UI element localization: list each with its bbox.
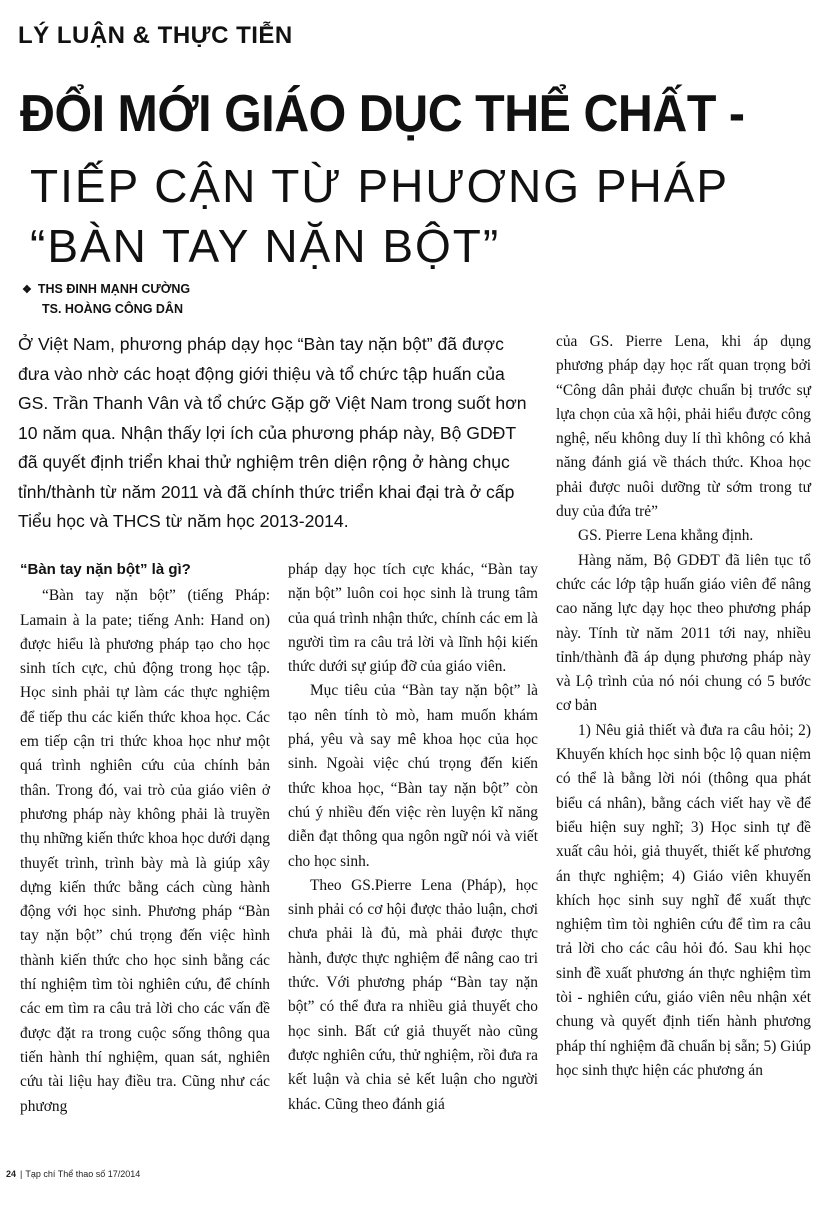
article-title-line-3: “BÀN TAY NẶN BỘT”: [30, 220, 501, 272]
lead-paragraph: Ở Việt Nam, phương pháp dạy học “Bàn tay nặn bột” đã được đưa vào nhờ các hoạt động giới thiệu và tổ chức tập huấn của GS. Trần Thanh Vân và tổ chức Gặp gỡ Việt Nam trong suốt hơn 10 năm qua. Nhận thấy lợi ích của phương pháp này, Bộ GDĐT đã quyết định triển khai thử nghiệm trên diện rộng ở hàng chục tỉnh/thành từ năm 2011 và đã chính thức triển khai đại trà ở cấp Tiểu học và THCS từ năm học 2013-2014.: [18, 334, 527, 531]
article-title-line-2: TIẾP CẬN TỪ PHƯƠNG PHÁP: [30, 160, 730, 212]
page-number: 24: [6, 1169, 17, 1179]
diamond-bullet-icon: ❖: [22, 284, 32, 296]
article-title-line-1: ĐỔI MỚI GIÁO DỤC THỂ CHẤT -: [20, 85, 745, 143]
publication-name: Tạp chí Thể thao số 17/2014: [25, 1169, 141, 1179]
body-column-2: [288, 558, 538, 1117]
column-1-paragraph-1: “Bàn tay nặn bột” (tiếng Pháp: Lamain à la pate; tiếng Anh: Hand on) được hiểu là phương pháp tạo cho học sinh tích cực, chủ động trong học tập. Học sinh phải tự làm các thực nghiệm để tiếp thu các kiến thức khoa học. Các em tiếp cận tri thức khoa học như một quá trình nghiên cứu của chính bản thân. Trong đó, vai trò của giáo viên ở phương pháp này không phải là truyền thụ những kiến thức khoa học dưới dạng thuyết trình, trình bày mà là giúp xây dựng kiến thức bằng cách cùng hành động với học sinh. Phương pháp “Bàn tay nặn bột” chú trọng đến việc hình thành kiến thức cho học sinh bằng các thí nghiệm tìm tòi nghiên cứu, để chính các em tìm ra câu trả lời cho các vấn đề được đặt ra trong cuộc sống thông qua tiến hành thí nghiệm, quan sát, nghiên cứu tài liệu hay điều tra. Cũng như các phương: [20, 587, 270, 1115]
authors-block: [22, 280, 190, 319]
quote-attribution: GS. Pierre Lena khẳng định.: [578, 527, 754, 545]
footer-separator: |: [20, 1169, 23, 1179]
column-2-paragraph-3: Theo GS.Pierre Lena (Pháp), học sinh phải có cơ hội được thảo luận, chơi chưa phải là đủ, mà phải được thực hành, được thực nghiệm để nâng cao tri thức. Với phương pháp “Bàn tay nặn bột” có thể đưa ra nhiều giả thuyết cho học sinh. Bất cứ giả thuyết nào cũng được nghiên cứu, thử nghiệm, rồi đưa ra kết luận và chia sẻ kết luận cho người khác. Cũng theo đánh giá: [288, 876, 538, 1113]
author-1-name: THS ĐINH MẠNH CƯỜNG: [37, 282, 191, 296]
author-2: TS. HOÀNG CÔNG DÂN: [42, 302, 183, 316]
column-2-paragraph-1: pháp dạy học tích cực khác, “Bàn tay nặn bột” luôn coi học sinh là trung tâm của quá trình nhận thức, chính các em là người tìm ra câu trả lời và lĩnh hội kiến thức dưới sự giúp đỡ của giáo viên.: [288, 561, 538, 676]
column-2-paragraph-2: Mục tiêu của “Bàn tay nặn bột” là tạo nên tính tò mò, ham muốn khám phá, yêu và say mê khoa học của học sinh. Ngoài việc chú trọng đến kiến thức khoa học, “Bàn tay nặn bột” còn chú ý nhiều đến việc rèn luyện kĩ năng diễn đạt thông qua ngôn ngữ nói và viết cho học sinh.: [288, 682, 538, 870]
body-column-3: [556, 330, 811, 1083]
column-3-paragraph-1: của GS. Pierre Lena, khi áp dụng phương pháp dạy học rất quan trọng bởi “Công dân phải được chuẩn bị trước sự lựa chọn của xã hội, phải hiểu được công nghệ, nếu không duy lí thì không có khả năng đánh giá về thách thức. Khoa học phải được nuôi dưỡng từ sớm trong tư duy của đứa trẻ”: [556, 333, 811, 521]
author-1: [22, 280, 190, 300]
section-heading: “Bàn tay nặn bột” là gì?: [20, 561, 191, 578]
page-footer: [6, 1169, 140, 1179]
column-3-paragraph-3: 1) Nêu giả thiết và đưa ra câu hỏi; 2) Khuyến khích học sinh bộc lộ quan niệm có thể là bằng lời nói (thông qua phát biểu cá nhân), bằng cách viết hay về để biểu hiện suy nghĩ; 3) Học sinh tự đề xuất câu hỏi, giả thuyết, thiết kế phương án thực nghiệm; 4) Giáo viên khuyến khích học sinh suy nghĩ để xuất thực nghiệm tìm tòi nghiên cứu để tìm ra câu trả lời cho các câu hỏi đó. Sau khi học sinh đề xuất phương án thực nghiệm tìm tòi - nghiên cứu, giáo viên nêu nhận xét chung và quyết định tiến hành phương pháp thí nghiệm đã chuẩn bị sẵn; 5) Giúp học sinh thực hiện các phương án: [556, 721, 811, 1079]
column-3-paragraph-2: Hàng năm, Bộ GDĐT đã liên tục tổ chức các lớp tập huấn giáo viên để nâng cao năng lực dạy học theo phương pháp này. Tính từ năm 2011 tới nay, nhiều tỉnh/thành đã áp dụng phương pháp này và Lộ trình của nó nói chung có 5 bước cơ bản: [556, 551, 811, 715]
section-label: LÝ LUẬN & THỰC TIỄN: [18, 22, 293, 49]
body-column-1: [20, 558, 270, 1119]
